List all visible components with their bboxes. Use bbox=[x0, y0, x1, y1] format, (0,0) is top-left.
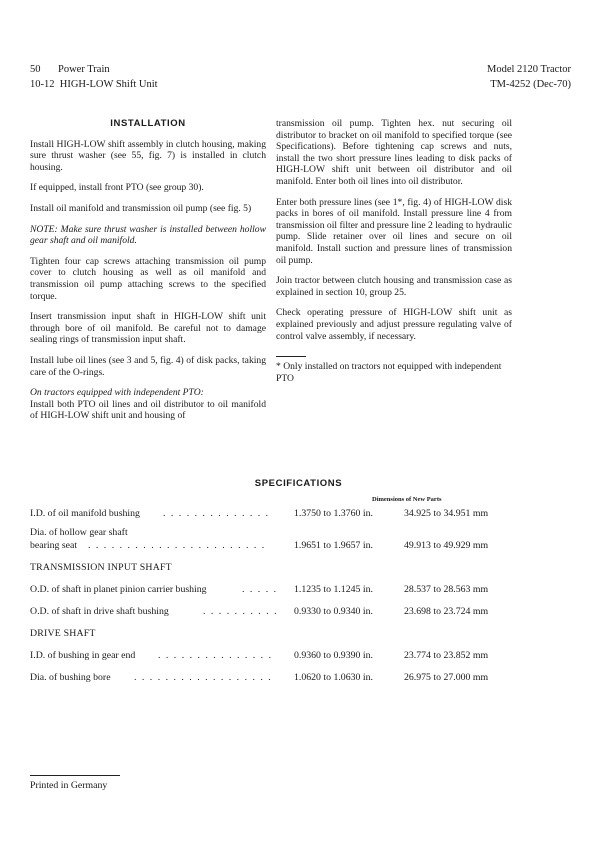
leader-dots: . . . . . . . . . . . . . . . . . . bbox=[134, 672, 273, 683]
footnote-divider bbox=[276, 356, 306, 357]
header-left bbox=[30, 62, 158, 92]
leader-dots: . . . . . . . . . . . . . . . . . . . . . . . bbox=[88, 540, 266, 551]
page-number: 50 bbox=[30, 64, 41, 75]
specifications-table bbox=[30, 505, 571, 691]
leader-dots: . . . . . . . . . . bbox=[203, 606, 279, 617]
spec-name-line1: Dia. of hollow gear shaft bbox=[30, 527, 128, 538]
spec-millimeters: 49.913 to 49.929 mm bbox=[404, 540, 489, 551]
spec-name: O.D. of shaft in drive shaft bushing bbox=[30, 606, 169, 617]
paragraph: Install oil manifold and transmission oil pump (see fig. 5) bbox=[30, 202, 252, 214]
spec-inches: 1.0620 to 1.0630 in. bbox=[294, 672, 373, 683]
spec-row bbox=[30, 669, 571, 691]
paragraph: If equipped, install front PTO (see group 30). bbox=[30, 182, 204, 194]
paragraph: Check operating pressure of HIGH-LOW shift unit as explained previously and adjust pressure regulating valve of control valve assembly, if necessary. bbox=[276, 307, 512, 342]
paragraph: Install lube oil lines (see 3 and 5, fig. 4) of disk packs, taking care of the O-rings. bbox=[30, 354, 266, 378]
header-right bbox=[487, 62, 571, 92]
leader-dots: . . . . . . . . . . . . . . . bbox=[158, 650, 273, 661]
spec-inches: 1.1235 to 1.1245 in. bbox=[294, 584, 373, 595]
spec-name: I.D. of oil manifold bushing bbox=[30, 508, 140, 519]
spec-group-title: TRANSMISSION INPUT SHAFT bbox=[30, 562, 172, 573]
installation-left-column bbox=[30, 118, 266, 422]
paragraph: Enter both pressure lines (see 1*, fig. 4) of HIGH-LOW disk packs in bores of oil manifold. Install pressure line 4 from transmission oil filter and pressure line 2 leading to hydraulic pump. Slide retainer over oil lines and secure on oil manifold. Install suction and pressure lines of transmission oil pump. bbox=[276, 196, 512, 266]
spec-millimeters: 23.698 to 23.724 mm bbox=[404, 606, 489, 617]
paragraph: Install HIGH-LOW shift assembly in clutch housing, making sure thrust washer (see 55, fig. 7) is installed in clutch housing. bbox=[30, 138, 266, 173]
note-paragraph: NOTE: Make sure thrust washer is installed between hollow gear shaft and oil manifold. bbox=[30, 223, 266, 247]
installation-right-column bbox=[276, 118, 512, 384]
pto-text: Install both PTO oil lines and oil distributor to oil manifold of HIGH-LOW shift unit and housing of bbox=[30, 398, 266, 422]
leader-dots: . . . . . bbox=[242, 584, 278, 595]
paragraph: transmission oil pump. Tighten hex. nut securing oil distributor to bracket on oil manifold to specified torque (see Specifications). Before tightening cap screws and nuts, install the two short pressure lines leading to disk packs of HIGH-LOW shift unit between oil distributor and oil manifold. Enter both oil lines into oil distributor. bbox=[276, 118, 512, 187]
spec-name: bearing seat bbox=[30, 540, 78, 551]
leader-dots: . . . . . . . . . . . . . . bbox=[163, 508, 270, 519]
spec-name: Dia. of bushing bore bbox=[30, 672, 111, 683]
footnote: * Only installed on tractors not equipped with independent PTO bbox=[276, 361, 502, 384]
spec-row bbox=[30, 505, 571, 527]
spec-millimeters: 34.925 to 34.951 mm bbox=[404, 508, 489, 519]
spec-row bbox=[30, 603, 571, 625]
pto-paragraph bbox=[30, 387, 266, 422]
dimensions-header: Dimensions of New Parts bbox=[372, 496, 442, 503]
spec-row bbox=[30, 527, 571, 559]
spec-name: O.D. of shaft in planet pinion carrier bushing bbox=[30, 584, 207, 595]
installation-title: INSTALLATION bbox=[110, 118, 186, 129]
footer-divider bbox=[30, 775, 120, 776]
spec-inches: 1.3750 to 1.3760 in. bbox=[294, 508, 373, 519]
spec-millimeters: 26.975 to 27.000 mm bbox=[404, 672, 489, 683]
paragraph: Insert transmission input shaft in HIGH-LOW shift unit through bore of oil manifold. Be careful not to damage sealing rings of transmission input shaft. bbox=[30, 311, 266, 346]
pto-heading: On tractors equipped with independent PTO: bbox=[30, 387, 204, 399]
model-name: Model 2120 Tractor bbox=[487, 64, 571, 75]
spec-name: I.D. of bushing in gear end bbox=[30, 650, 136, 661]
section-title: Power Train bbox=[58, 64, 110, 75]
spec-group-heading bbox=[30, 559, 571, 581]
paragraph: Join tractor between clutch housing and transmission case as explained in section 10, group 25. bbox=[276, 275, 512, 298]
spec-row bbox=[30, 647, 571, 669]
spec-row bbox=[30, 581, 571, 603]
subsection-title: HIGH-LOW Shift Unit bbox=[59, 79, 158, 90]
paragraph: Tighten four cap screws attaching transmission oil pump cover to clutch housing as well as oil manifold and transmission oil pump attaching screws to the specified torque. bbox=[30, 255, 266, 302]
spec-millimeters: 23.774 to 23.852 mm bbox=[404, 650, 489, 661]
specifications-title: SPECIFICATIONS bbox=[254, 478, 343, 489]
subsection-number: 10-12 bbox=[30, 79, 55, 90]
printed-in-notice: Printed in Germany bbox=[30, 780, 108, 791]
spec-inches: 0.9360 to 0.9390 in. bbox=[294, 650, 373, 661]
spec-group-heading bbox=[30, 625, 571, 647]
spec-millimeters: 28.537 to 28.563 mm bbox=[404, 584, 489, 595]
spec-group-title: DRIVE SHAFT bbox=[30, 628, 96, 639]
manual-reference: TM-4252 (Dec-70) bbox=[490, 79, 571, 90]
spec-inches: 1.9651 to 1.9657 in. bbox=[294, 540, 373, 551]
spec-inches: 0.9330 to 0.9340 in. bbox=[294, 606, 373, 617]
